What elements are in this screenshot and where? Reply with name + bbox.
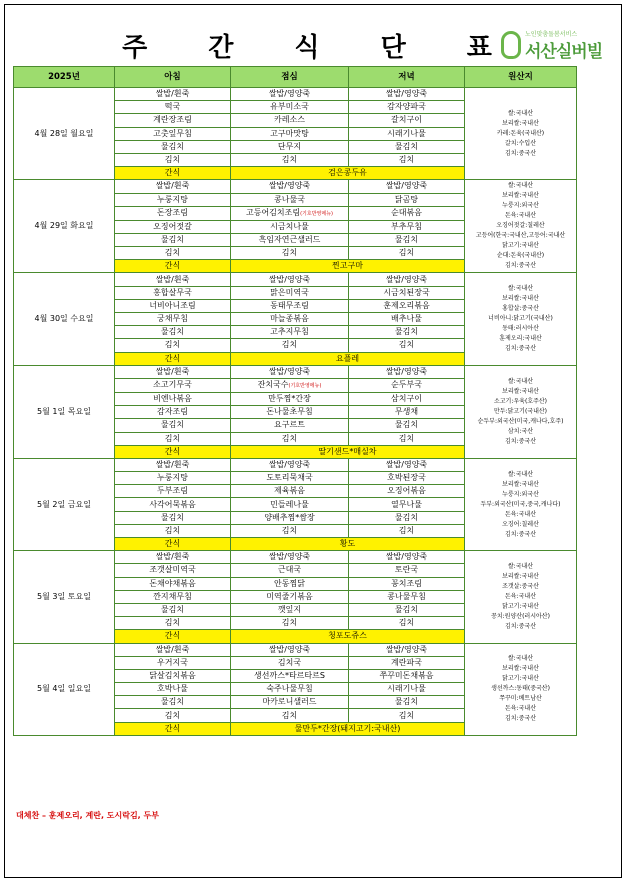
origin-line: 동태:러시아산 [502, 325, 539, 333]
origin-line: 김치:중국산 [504, 437, 536, 445]
snack-item: 검은콩두유 [231, 167, 465, 180]
breakfast-item: 돈장조림 [115, 206, 231, 220]
dinner-item: 콩나물무침 [349, 590, 465, 603]
lunch-item: 고추지무침 [231, 326, 349, 339]
lunch-item: 쌀밥/영양죽 [231, 273, 349, 286]
origin-line: 쌀:국내산 [507, 562, 534, 570]
origin-line: 너비아니:닭고기(국내산) [488, 315, 553, 323]
lunch-item: 쌀밥/영양죽 [231, 551, 349, 564]
lunch-item: 단무지 [231, 140, 349, 153]
menu-body [14, 88, 577, 736]
dinner-item: 김치 [349, 432, 465, 445]
dinner-item: 시래기나물 [349, 127, 465, 140]
origin-line: 꽁치:원양산(러시아산) [491, 612, 550, 620]
snack-item: 황도 [231, 538, 465, 551]
dinner-item: 쌀밥/영양죽 [349, 180, 465, 193]
meal-row [14, 180, 577, 193]
origin-line: 쌀:국내산 [507, 377, 534, 385]
dinner-item: 무생채 [349, 406, 465, 419]
dinner-item: 쌀밥/영양죽 [349, 458, 465, 471]
origin-line: 닭고기:국내산 [502, 242, 539, 250]
origin-line: 오징어:칠레산 [502, 520, 539, 528]
origin-line: 쌀:국내산 [507, 470, 534, 478]
lunch-item: 쌀밥/영양죽 [231, 88, 349, 101]
breakfast-item: 오징어젓갈 [115, 220, 231, 233]
day-date: 4월 30일 수요일 [14, 273, 115, 365]
logo-name: 서산실버빌 [525, 42, 603, 62]
lunch-item: 쌀밥/영양죽 [231, 458, 349, 471]
breakfast-item: 물김치 [115, 326, 231, 339]
snack-label: 간식 [115, 445, 231, 458]
lunch-item: 생선까스*타르타르S [231, 669, 349, 682]
origin-line: 두부:외국산(미국,중국,캐나다) [480, 500, 561, 508]
dinner-item: 호박된장국 [349, 472, 465, 485]
dinner-item: 물김치 [349, 233, 465, 246]
dinner-item: 김치 [349, 247, 465, 260]
origin-line: 보리쌀:국내산 [502, 572, 539, 580]
breakfast-item: 사각어묵볶음 [115, 498, 231, 511]
origin-info [465, 273, 577, 365]
origin-line: 만두:닭고기(국내산) [493, 407, 548, 415]
origin-info [465, 551, 577, 643]
origin-line: 김치:중국산 [504, 262, 536, 270]
lunch-item: 고등어김치조림(기호반영메뉴) [231, 206, 349, 220]
day-date: 5월 1일 목요일 [14, 365, 115, 458]
breakfast-item: 김치 [115, 432, 231, 445]
origin-line: 훈제오리:국내산 [499, 335, 542, 343]
lunch-item: 돈나물초무침 [231, 406, 349, 419]
dinner-item: 쭈꾸미돈채볶음 [349, 669, 465, 682]
dinner-item: 순대볶음 [349, 206, 465, 220]
origin-line: 보리쌀:국내산 [502, 665, 539, 673]
dinner-item: 쌀밥/영양죽 [349, 551, 465, 564]
meal-row [14, 643, 577, 656]
lunch-item: 김치 [231, 709, 349, 722]
origin-line: 보리쌀:국내산 [502, 295, 539, 303]
dinner-item: 쌀밥/영양죽 [349, 273, 465, 286]
lunch-item: 김치국 [231, 656, 349, 669]
dinner-item: 김치 [349, 524, 465, 537]
header-year: 2025년 [14, 67, 115, 88]
lunch-item: 쌀밥/영양죽 [231, 643, 349, 656]
breakfast-item: 쌀밥/흰죽 [115, 273, 231, 286]
dinner-item: 부추무침 [349, 220, 465, 233]
origin-line: 김치:중국산 [504, 345, 536, 353]
snack-item: 청포도쥬스 [231, 630, 465, 643]
origin-line: 닭고기:국내산 [502, 602, 539, 610]
meal-row [14, 273, 577, 286]
origin-line: 순두부:외국산(미국,캐나다,호주) [477, 417, 564, 425]
dinner-item: 갈치구이 [349, 114, 465, 127]
lunch-item: 제육볶음 [231, 485, 349, 498]
snack-label: 간식 [115, 630, 231, 643]
snack-label: 간식 [115, 538, 231, 551]
origin-line: 오징어젓갈:칠레산 [496, 222, 545, 230]
snack-label: 간식 [115, 260, 231, 273]
snack-item: 물만두*간장(돼지고기:국내산) [231, 722, 465, 735]
header-row [14, 67, 577, 88]
dinner-item: 김치 [349, 339, 465, 352]
origin-line: 갈치:수입산 [504, 139, 536, 147]
lunch-item: 시금치나물 [231, 220, 349, 233]
dinner-item: 쌀밥/영양죽 [349, 643, 465, 656]
origin-info [465, 180, 577, 273]
logo [501, 27, 601, 67]
origin-line: 김치:중국산 [504, 715, 536, 723]
lunch-item: 김치 [231, 247, 349, 260]
lunch-item: 양배추찜*쌈장 [231, 511, 349, 524]
dinner-item: 시금치된장국 [349, 286, 465, 299]
dinner-item: 김치 [349, 709, 465, 722]
lunch-item: 김치 [231, 524, 349, 537]
breakfast-item: 조갯살미역국 [115, 564, 231, 577]
origin-line: 돈육:국내산 [504, 212, 536, 220]
lunch-item: 맑은미역국 [231, 286, 349, 299]
meal-row [14, 88, 577, 101]
origin-info [465, 643, 577, 735]
breakfast-item: 김치 [115, 247, 231, 260]
breakfast-item: 쌀밥/흰죽 [115, 551, 231, 564]
origin-line: 누룽지:외국산 [502, 490, 539, 498]
breakfast-item: 물김치 [115, 140, 231, 153]
lunch-item: 근대국 [231, 564, 349, 577]
breakfast-item: 누룽지탕 [115, 472, 231, 485]
origin-line: 삼치:국산 [507, 427, 534, 435]
dinner-item: 꽁치조림 [349, 577, 465, 590]
breakfast-item: 떡국 [115, 101, 231, 114]
logo-subtitle: 노인맞춤돌봄서비스 [525, 31, 578, 38]
breakfast-item: 비엔나볶음 [115, 392, 231, 405]
dinner-item: 김치 [349, 153, 465, 166]
breakfast-item: 궁채무침 [115, 313, 231, 326]
origin-line: 쌀:국내산 [507, 182, 534, 190]
lunch-item: 쌀밥/영양죽 [231, 180, 349, 193]
origin-line: 조갯살:중국산 [502, 582, 539, 590]
breakfast-item: 쌀밥/흰죽 [115, 458, 231, 471]
breakfast-item: 김치 [115, 524, 231, 537]
origin-line: 소고기:우육(호주산) [493, 397, 548, 405]
dinner-item: 김치 [349, 617, 465, 630]
origin-line: 홍합살:중국산 [502, 305, 539, 313]
snack-item: 찐고구마 [231, 260, 465, 273]
preference-note: (기호반영메뉴) [288, 382, 322, 389]
meal-row [14, 458, 577, 471]
origin-line: 보리쌀:국내산 [502, 119, 539, 127]
snack-label: 간식 [115, 167, 231, 180]
origin-line: 닭고기:국내산 [502, 675, 539, 683]
dinner-item: 물김치 [349, 603, 465, 616]
origin-line: 쌀:국내산 [507, 285, 534, 293]
header-dinner: 저녁 [349, 67, 465, 88]
breakfast-item: 김치 [115, 709, 231, 722]
lunch-item: 김치 [231, 432, 349, 445]
dinner-item: 물김치 [349, 140, 465, 153]
origin-line: 돈육:국내산 [504, 705, 536, 713]
breakfast-item: 쌀밥/흰죽 [115, 180, 231, 193]
breakfast-item: 물김치 [115, 233, 231, 246]
day-date: 4월 29일 화요일 [14, 180, 115, 273]
origin-line: 카레:돈육(국내산) [496, 129, 545, 137]
origin-line: 김치:중국산 [504, 622, 536, 630]
lunch-item: 유부미소국 [231, 101, 349, 114]
snack-label: 간식 [115, 722, 231, 735]
breakfast-item: 물김치 [115, 696, 231, 709]
origin-line: 보리쌀:국내산 [502, 480, 539, 488]
lunch-item: 흑임자연근샐러드 [231, 233, 349, 246]
origin-line: 쭈꾸미:베트남산 [499, 695, 542, 703]
lunch-item: 숙주나물무침 [231, 683, 349, 696]
breakfast-item: 김치 [115, 153, 231, 166]
dinner-item: 물김치 [349, 419, 465, 432]
origin-line: 누룽지:외국산 [502, 202, 539, 210]
dinner-item: 계란파국 [349, 656, 465, 669]
breakfast-item: 누룽지탕 [115, 193, 231, 206]
header-lunch: 점심 [231, 67, 349, 88]
menu-table [13, 66, 577, 736]
breakfast-item: 너비아니조림 [115, 299, 231, 312]
breakfast-item: 쌀밥/흰죽 [115, 88, 231, 101]
logo-person-icon [501, 31, 521, 59]
breakfast-item: 홍합살무국 [115, 286, 231, 299]
breakfast-item: 닭살김치볶음 [115, 669, 231, 682]
dinner-item: 감자양파국 [349, 101, 465, 114]
lunch-item: 미역줄기볶음 [231, 590, 349, 603]
meal-row [14, 551, 577, 564]
breakfast-item: 소고기무국 [115, 378, 231, 392]
origin-line: 김치:중국산 [504, 530, 536, 538]
substitute-note: 대체찬 – 훈제오리, 계란, 도시락김, 두부 [16, 811, 159, 820]
dinner-item: 닭곰탕 [349, 193, 465, 206]
lunch-item: 동태무조림 [231, 299, 349, 312]
breakfast-item: 호박나물 [115, 683, 231, 696]
dinner-item: 물김치 [349, 696, 465, 709]
snack-item: 요플레 [231, 352, 465, 365]
breakfast-item: 고춧잎무침 [115, 127, 231, 140]
lunch-item: 요구르트 [231, 419, 349, 432]
lunch-item: 김치 [231, 339, 349, 352]
dinner-item: 훈제오리볶음 [349, 299, 465, 312]
day-date: 5월 3일 토요일 [14, 551, 115, 643]
lunch-item: 콩나물국 [231, 193, 349, 206]
lunch-item: 김치 [231, 153, 349, 166]
breakfast-item: 물김치 [115, 419, 231, 432]
meal-row [14, 365, 577, 378]
breakfast-item: 물김치 [115, 511, 231, 524]
breakfast-item: 김치 [115, 339, 231, 352]
lunch-item: 안동찜닭 [231, 577, 349, 590]
lunch-item: 카레소스 [231, 114, 349, 127]
breakfast-item: 돈채야채볶음 [115, 577, 231, 590]
origin-line: 돈육:국내산 [504, 592, 536, 600]
header-breakfast: 아침 [115, 67, 231, 88]
origin-line: 쌀:국내산 [507, 109, 534, 117]
dinner-item: 열무나물 [349, 498, 465, 511]
origin-line: 보리쌀:국내산 [502, 192, 539, 200]
lunch-item: 민들레나물 [231, 498, 349, 511]
breakfast-item: 두부조림 [115, 485, 231, 498]
snack-label: 간식 [115, 352, 231, 365]
breakfast-item: 물김치 [115, 603, 231, 616]
lunch-item: 깻잎지 [231, 603, 349, 616]
lunch-item: 고구마맛탕 [231, 127, 349, 140]
breakfast-item: 우거지국 [115, 656, 231, 669]
day-date: 5월 4일 일요일 [14, 643, 115, 735]
breakfast-item: 깐지채무침 [115, 590, 231, 603]
dinner-item: 삼치구이 [349, 392, 465, 405]
dinner-item: 물김치 [349, 511, 465, 524]
day-date: 4월 28일 월요일 [14, 88, 115, 180]
snack-item: 딸기샌드*매실차 [231, 445, 465, 458]
lunch-item: 마카로니샐러드 [231, 696, 349, 709]
origin-line: 돈육:국내산 [504, 510, 536, 518]
breakfast-item: 계란장조림 [115, 114, 231, 127]
lunch-item: 김치 [231, 617, 349, 630]
header-origin: 원산지 [465, 67, 577, 88]
lunch-item: 잔치국수(기호반영메뉴) [231, 378, 349, 392]
origin-line: 고등어(한국:국내산,고등어:국내산 [475, 232, 566, 240]
origin-line: 쌀:국내산 [507, 655, 534, 663]
dinner-item: 쌀밥/영양죽 [349, 365, 465, 378]
origin-line: 순대:돈육(국내산) [496, 252, 545, 260]
dinner-item: 오징어볶음 [349, 485, 465, 498]
page-title: 주 간 식 단 표 [122, 33, 518, 63]
dinner-item: 시래기나물 [349, 683, 465, 696]
dinner-item: 쌀밥/영양죽 [349, 88, 465, 101]
dinner-item: 물김치 [349, 326, 465, 339]
origin-info [465, 365, 577, 458]
breakfast-item: 김치 [115, 617, 231, 630]
breakfast-item: 감자조림 [115, 406, 231, 419]
origin-line: 김치:중국산 [504, 149, 536, 157]
lunch-item: 마늘종볶음 [231, 313, 349, 326]
dinner-item: 순두부국 [349, 378, 465, 392]
dinner-item: 배추나물 [349, 313, 465, 326]
origin-info [465, 458, 577, 550]
preference-note: (기호반영메뉴) [300, 210, 333, 217]
lunch-item: 만두찜*간장 [231, 392, 349, 405]
origin-line: 보리쌀:국내산 [502, 387, 539, 395]
origin-info [465, 88, 577, 180]
dinner-item: 토란국 [349, 564, 465, 577]
origin-line: 생선까스:동태(중국산) [491, 685, 550, 693]
day-date: 5월 2일 금요일 [14, 458, 115, 550]
lunch-item: 쌀밥/영양죽 [231, 365, 349, 378]
breakfast-item: 쌀밥/흰죽 [115, 643, 231, 656]
lunch-item: 도토리묵채국 [231, 472, 349, 485]
breakfast-item: 쌀밥/흰죽 [115, 365, 231, 378]
